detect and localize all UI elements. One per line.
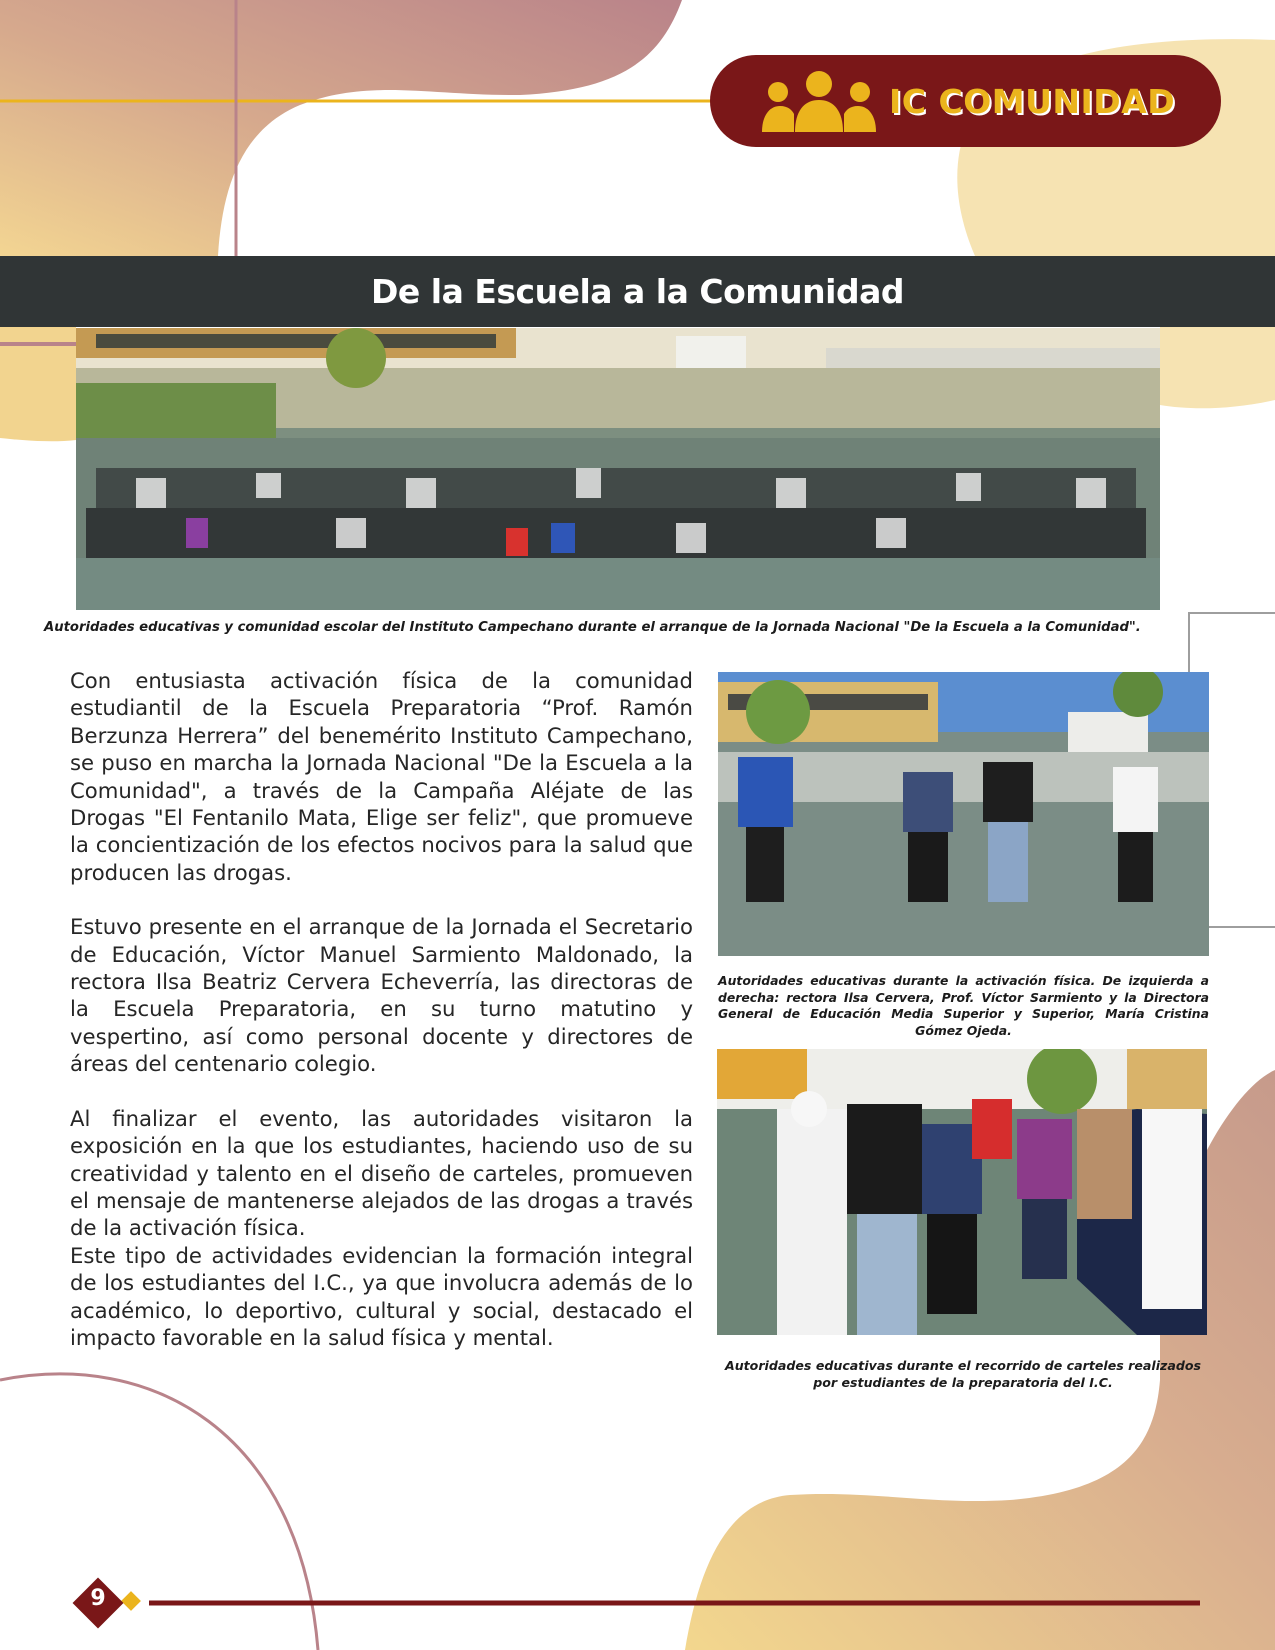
article-paragraph-1: Con entusiasta activación física de la comunidad estudiantil de la Escuela Preparatoria “Prof. Ramón Berzunza Herrera” del benemérito Instituto Campechano, se puso en marcha la Jornada Nacional "De la Escuela a la Comunidad", a través de la Campaña Aléjate de las Drogas "El Fentanilo Mata, Elige ser feliz", que promueve la concientización de los efectos nocivos para la salud que producen las drogas. — [70, 668, 693, 885]
poster-tour-photo-caption: Autoridades educativas durante el recorrido de carteles realizados por estudiantes de la preparatoria del I.C. — [724, 1358, 1202, 1390]
article-title: De la Escuela a la Comunidad — [371, 272, 904, 311]
article-title-banner — [0, 256, 1275, 327]
article-body — [70, 667, 693, 1351]
people-group-icon — [762, 70, 877, 132]
right-bracket-outline — [1189, 613, 1275, 672]
top-left-blob — [0, 0, 682, 256]
bottom-left-arc — [0, 1374, 318, 1650]
section-badge — [710, 55, 1221, 147]
section-badge-title: IC COMUNIDAD — [889, 81, 1176, 121]
crowd-photo-illustration — [76, 328, 1160, 610]
page-number: 9 — [90, 1586, 106, 1611]
footer-gold-diamond — [121, 1591, 141, 1611]
activation-photo — [718, 672, 1209, 956]
article-paragraph-3: Al finalizar el evento, las autoridades visitaron la exposición en la que los estudiantes, haciendo uso de su creatividad y talento en el diseño de carteles, promueven el mensaje de mantenerse alejados de las drogas a través de la activación física. — [70, 1105, 693, 1241]
activation-photo-caption: Autoridades educativas durante la activación física. De izquierda a derecha: rectora Ilsa Cervera, Prof. Víctor Sarmiento y la Directora General de Educación Media Superior y Superior, María Cristina Gómez Ojeda. — [718, 973, 1209, 1038]
poster-tour-photo — [717, 1049, 1207, 1335]
activation-photo-illustration — [718, 672, 1209, 956]
main-photo — [76, 328, 1160, 610]
main-photo-caption: Autoridades educativas y comunidad escolar del Instituto Campechano durante el arranque de la Jornada Nacional "De la Escuela a la Comunidad". — [44, 620, 1141, 635]
right-cream-blob-lower — [1160, 327, 1275, 408]
article-paragraph-4: Este tipo de actividades evidencian la formación integral de los estudiantes del I.C., ya que involucra además de lo académico, lo deportivo, cultural y social, destacado el impacto favorable en la salud física y mental. — [70, 1242, 693, 1350]
article-paragraph-2: Estuvo presente en el arranque de la Jornada el Secretario de Educación, Víctor Manuel Sarmiento Maldonado, la rectora Ilsa Beatriz Cervera Echeverría, las directoras de la Escuela Preparatoria, en su turno matutino y vespertino, así como personal docente y directores de áreas del centenario colegio. — [70, 914, 693, 1077]
poster-tour-photo-illustration — [717, 1049, 1207, 1335]
